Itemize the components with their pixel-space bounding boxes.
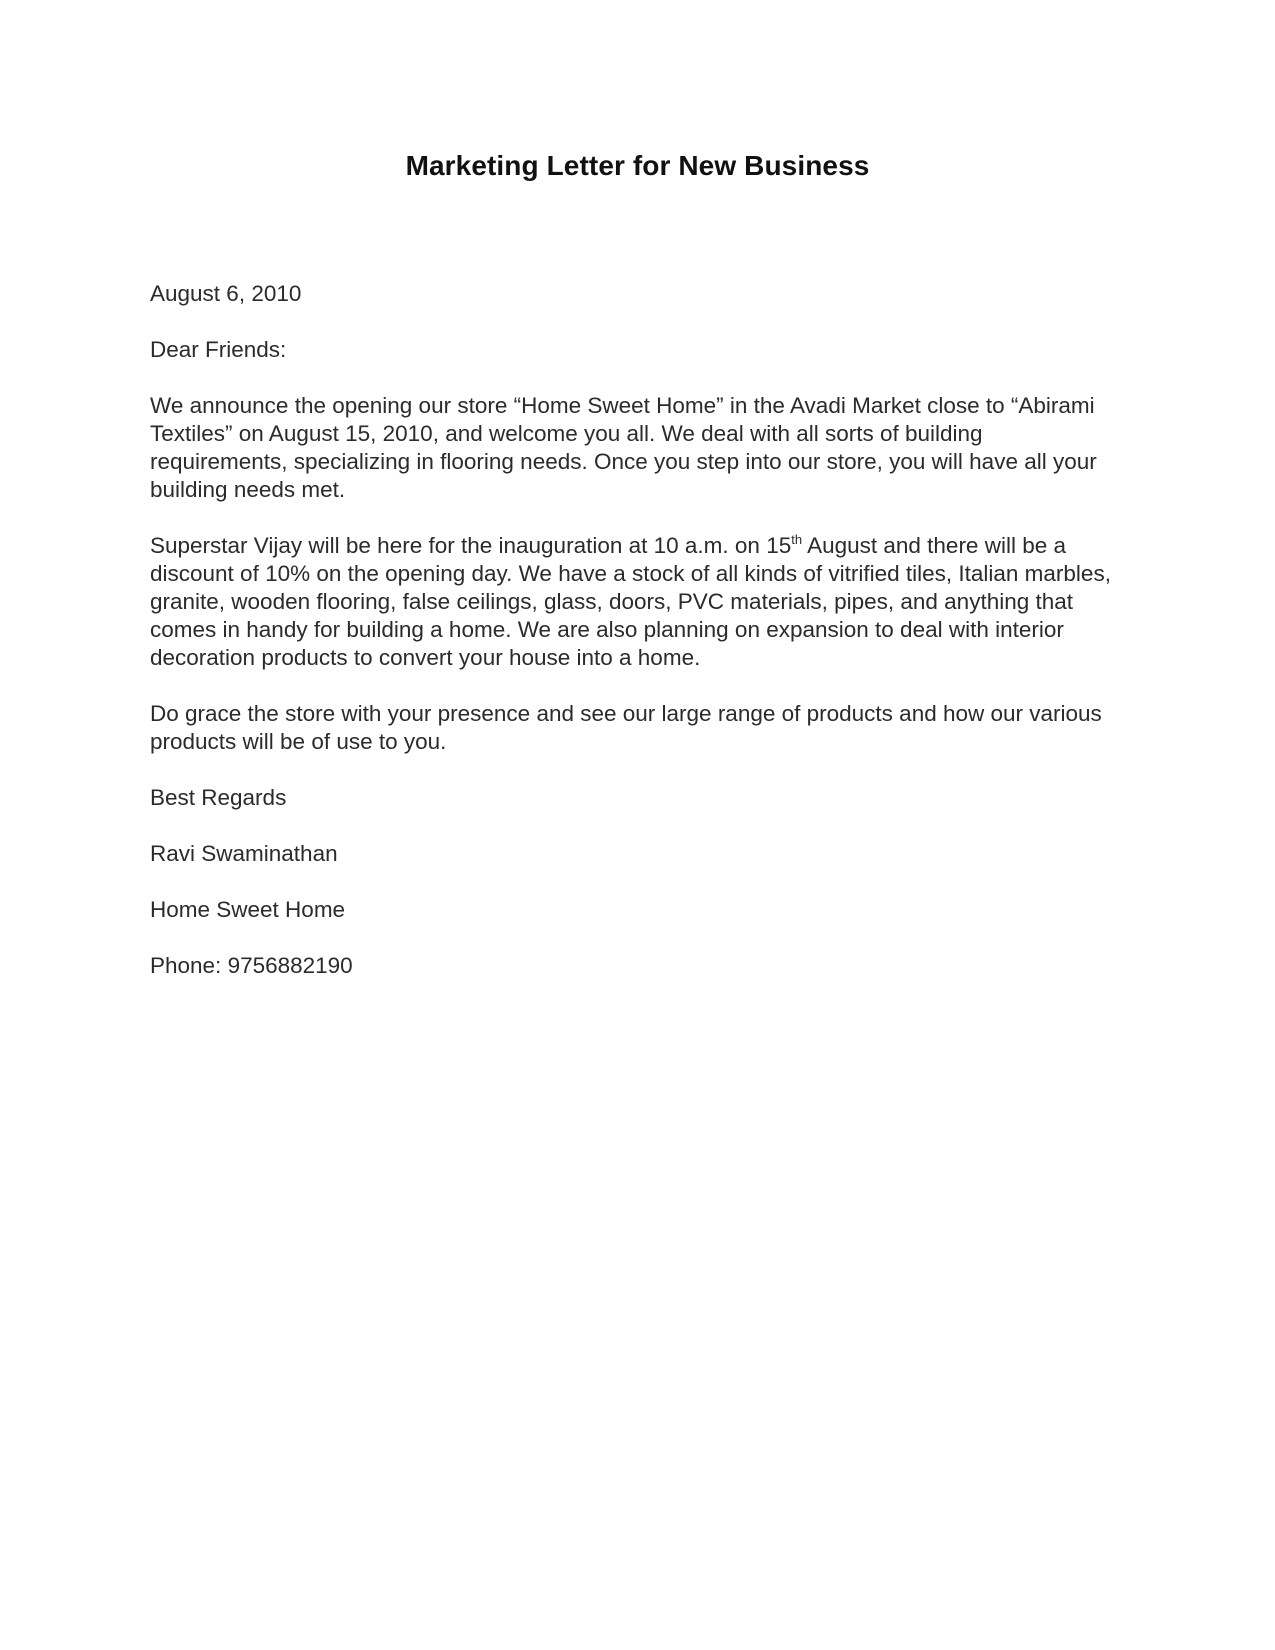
salutation: Dear Friends: [150, 337, 287, 362]
paragraph-inauguration-part1: Superstar Vijay will be here for the inauguration at 10 a.m. on 15 [150, 533, 792, 558]
signer-name: Ravi Swaminathan [150, 841, 338, 866]
letter-date: August 6, 2010 [150, 281, 302, 306]
company-name: Home Sweet Home [150, 897, 346, 922]
closing: Best Regards [150, 785, 287, 810]
paragraph-announcement: We announce the opening our store “Home Sweet Home” in the Avadi Market close to “Abirami Textiles” on August 15, 2010, and welcome you all. We deal with all sorts of building requirements, specializing in flooring needs. Once you step into our store, you will have all your building needs met. [150, 393, 1097, 502]
paragraph-inauguration-part2: August and there will be a discount of 10% on the opening day. We have a stock of all kinds of vitrified tiles, Italian marbles, granite, wooden flooring, false ceilings, glass, doors, PVC materials, pipes, and anything that comes in handy for building a home. We are also planning on expansion to deal with interior decoration products to convert your house into a home. [150, 533, 1111, 670]
letter-title: Marketing Letter for New Business [405, 150, 870, 181]
paragraph-inauguration [150, 532, 1125, 672]
paragraph-invitation: Do grace the store with your presence and see our large range of products and how our various products will be of use to you. [150, 701, 1102, 754]
ordinal-suffix: th [791, 532, 803, 547]
phone-number: Phone: 9756882190 [150, 953, 353, 978]
